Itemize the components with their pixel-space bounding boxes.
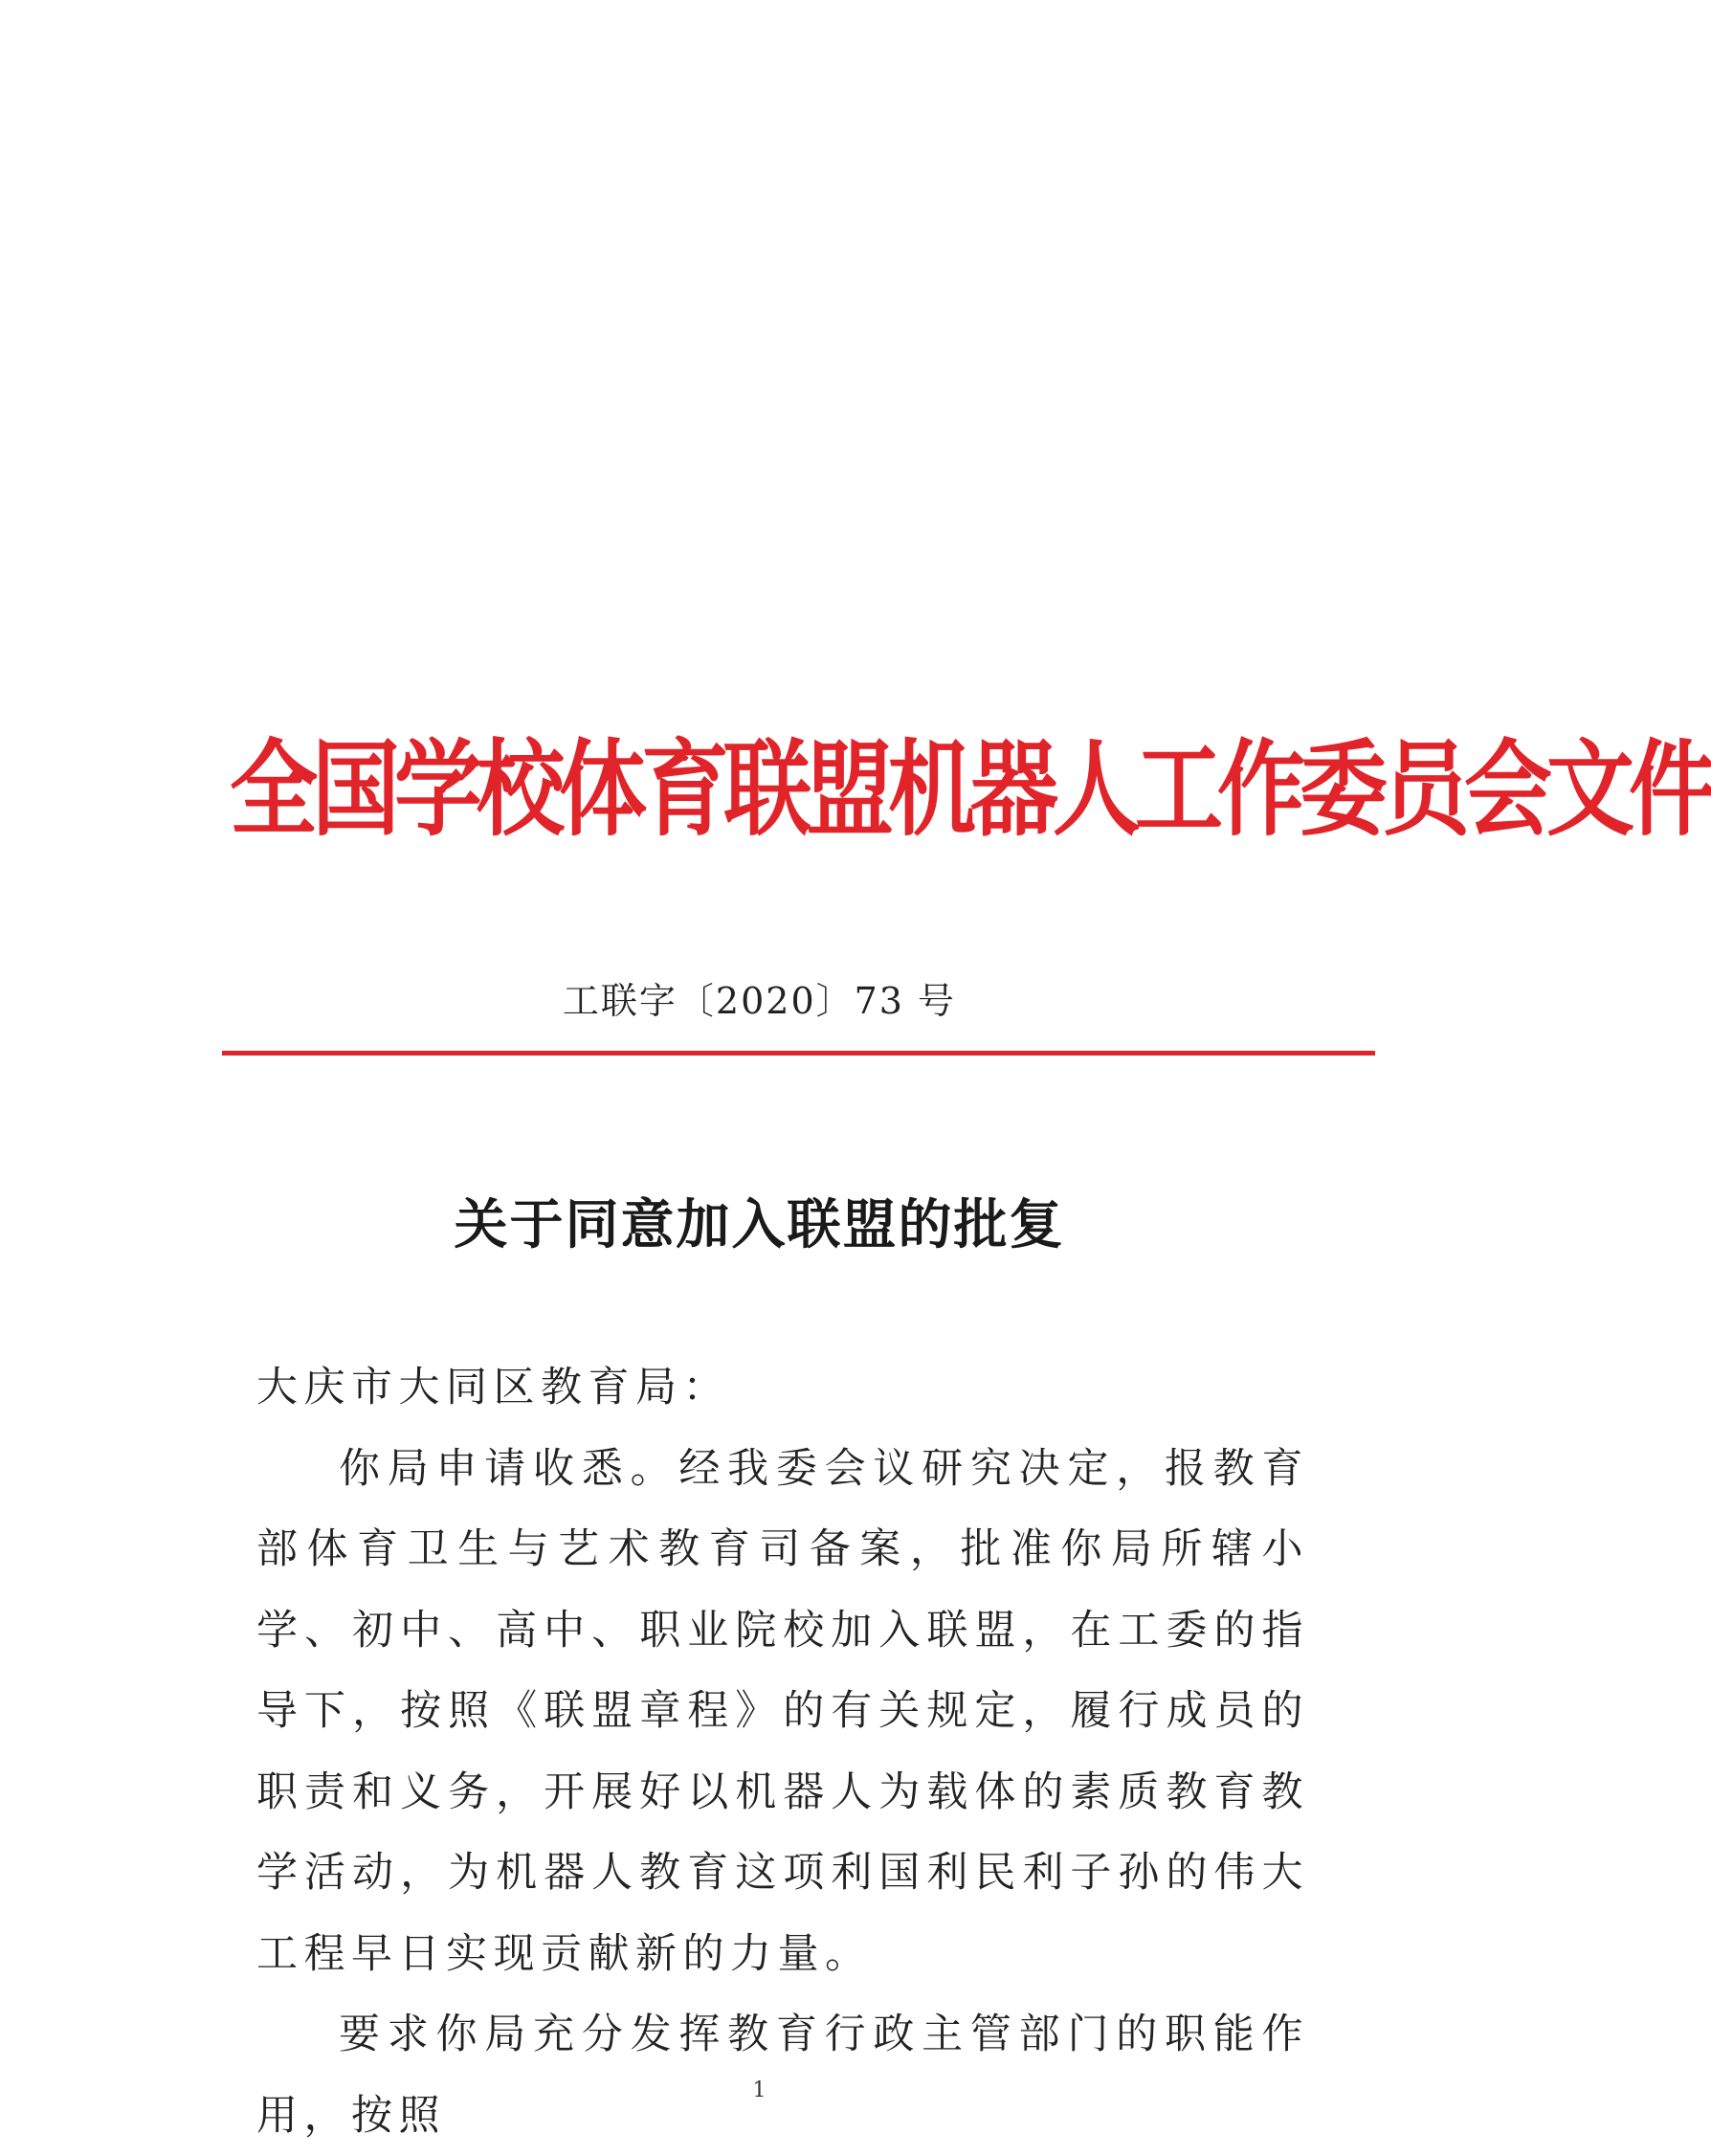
- document-body: [256, 1347, 1309, 2156]
- body-paragraph-2: 要求你局充分发挥教育行政主管部门的职能作用，按照: [256, 2011, 1309, 2140]
- issuer-title: 全国学校体育联盟机器人工作委员会文件: [230, 729, 1711, 851]
- addressee: 大庆市大同区教育局：: [256, 1364, 730, 1411]
- document-number: 工联字〔2020〕73 号: [562, 980, 957, 1022]
- page-number: 1: [752, 2078, 767, 2102]
- red-divider-line: [222, 1051, 1375, 1056]
- body-paragraph-1: 你局申请收悉。经我委会议研究决定，报教育部体育卫生与艺术教育司备案，批准你局所辖小学、初中、高中、职业院校加入联盟，在工委的指导下，按照《联盟章程》的有关规定，履行成员的职责和义务，开展好以机器人为载体的素质教育教学活动，为机器人教育这项利国利民利子孙的伟大工程早日实现贡献新的力量。: [256, 1444, 1309, 1978]
- document-subject: 关于同意加入联盟的批复: [454, 1193, 1065, 1256]
